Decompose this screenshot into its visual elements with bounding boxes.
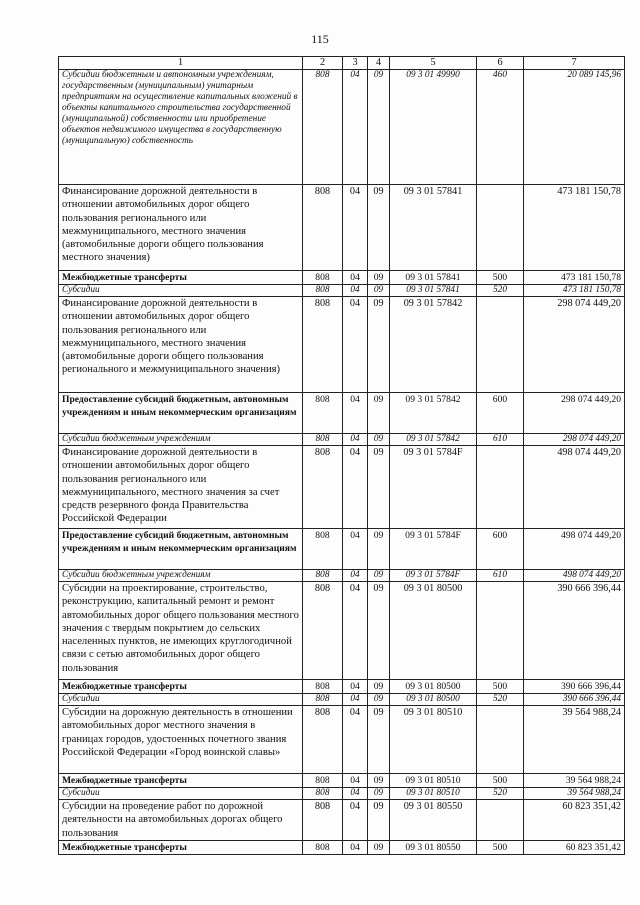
section-code-cell: 04 <box>343 393 368 434</box>
ministry-code-cell: 808 <box>303 840 343 854</box>
target-article-cell: 09 3 01 57842 <box>390 297 477 393</box>
subsection-code-cell: 09 <box>368 70 390 185</box>
subsection-code-cell: 09 <box>368 788 390 800</box>
amount-cell: 298 074 449,20 <box>524 434 625 446</box>
section-code-cell: 04 <box>343 582 368 680</box>
item-name-cell: Предоставление субсидий бюджетным, автономным учреждениям и иным некоммерческим организациям <box>59 393 303 434</box>
item-name-cell: Субсидии <box>59 788 303 800</box>
table-row <box>59 271 625 285</box>
subsection-code-cell: 09 <box>368 285 390 297</box>
ministry-code-cell: 808 <box>303 582 343 680</box>
column-header: 2 <box>303 57 343 70</box>
section-code-cell: 04 <box>343 297 368 393</box>
item-name-cell: Финансирование дорожной деятельности в отношении автомобильных дорог общего пользования регионального или межмуниципального, местного значения за счет средств резервного фонда Правительства Российской Федерации <box>59 446 303 529</box>
item-name-cell: Межбюджетные трансферты <box>59 680 303 694</box>
subsection-code-cell: 09 <box>368 393 390 434</box>
subsection-code-cell: 09 <box>368 800 390 841</box>
item-name-cell: Субсидии на дорожную деятельность в отношении автомобильных дорог местного значения в границах городов, удостоенных почетного звания Российской Федерации «Город воинской славы» <box>59 706 303 774</box>
ministry-code-cell: 808 <box>303 393 343 434</box>
table-row <box>59 800 625 841</box>
expense-type-cell: 520 <box>477 788 524 800</box>
expense-type-cell: 600 <box>477 393 524 434</box>
table-row <box>59 694 625 706</box>
subsection-code-cell: 09 <box>368 185 390 271</box>
target-article-cell: 09 3 01 49990 <box>390 70 477 185</box>
ministry-code-cell: 808 <box>303 70 343 185</box>
item-name-cell: Субсидии на проведение работ по дорожной деятельности на автомобильных дорогах общего пользования <box>59 800 303 841</box>
amount-cell: 390 666 396,44 <box>524 582 625 680</box>
column-header: 5 <box>390 57 477 70</box>
target-article-cell: 09 3 01 80510 <box>390 788 477 800</box>
amount-cell: 39 564 988,24 <box>524 706 625 774</box>
amount-cell: 39 564 988,24 <box>524 774 625 788</box>
item-name-cell: Субсидии на проектирование, строительство, реконструкцию, капитальный ремонт и ремонт автомобильных дорог общего пользования местного значения с твердым покрытием до сельских населенных пунктов, не имеющих круглогодичной связи с сетью автомобильных дорог общего пользования <box>59 582 303 680</box>
section-code-cell: 04 <box>343 70 368 185</box>
ministry-code-cell: 808 <box>303 446 343 529</box>
item-name-cell: Субсидии бюджетным учреждениям <box>59 434 303 446</box>
item-name-cell: Субсидии <box>59 694 303 706</box>
section-code-cell: 04 <box>343 434 368 446</box>
amount-cell: 498 074 449,20 <box>524 529 625 570</box>
column-header: 1 <box>59 57 303 70</box>
amount-cell: 473 181 150,78 <box>524 185 625 271</box>
expense-type-cell <box>477 185 524 271</box>
table-row <box>59 570 625 582</box>
ministry-code-cell: 808 <box>303 297 343 393</box>
amount-cell: 20 089 145,96 <box>524 70 625 185</box>
target-article-cell: 09 3 01 57842 <box>390 434 477 446</box>
budget-table <box>58 56 625 855</box>
ministry-code-cell: 808 <box>303 800 343 841</box>
subsection-code-cell: 09 <box>368 570 390 582</box>
item-name-cell: Предоставление субсидий бюджетным, автономным учреждениям и иным некоммерческим организациям <box>59 529 303 570</box>
amount-cell: 498 074 449,20 <box>524 570 625 582</box>
target-article-cell: 09 3 01 80500 <box>390 680 477 694</box>
expense-type-cell: 600 <box>477 529 524 570</box>
expense-type-cell: 610 <box>477 434 524 446</box>
subsection-code-cell: 09 <box>368 434 390 446</box>
expense-type-cell: 520 <box>477 694 524 706</box>
ministry-code-cell: 808 <box>303 788 343 800</box>
section-code-cell: 04 <box>343 774 368 788</box>
expense-type-cell <box>477 297 524 393</box>
subsection-code-cell: 09 <box>368 582 390 680</box>
target-article-cell: 09 3 01 80500 <box>390 694 477 706</box>
table-row <box>59 297 625 393</box>
amount-cell: 298 074 449,20 <box>524 297 625 393</box>
table-row <box>59 446 625 529</box>
target-article-cell: 09 3 01 5784F <box>390 529 477 570</box>
table-body <box>59 70 625 855</box>
target-article-cell: 09 3 01 80550 <box>390 800 477 841</box>
column-header: 7 <box>524 57 625 70</box>
table-row <box>59 434 625 446</box>
target-article-cell: 09 3 01 5784F <box>390 570 477 582</box>
amount-cell: 390 666 396,44 <box>524 680 625 694</box>
subsection-code-cell: 09 <box>368 271 390 285</box>
subsection-code-cell: 09 <box>368 840 390 854</box>
section-code-cell: 04 <box>343 285 368 297</box>
section-code-cell: 04 <box>343 694 368 706</box>
target-article-cell: 09 3 01 57841 <box>390 185 477 271</box>
section-code-cell: 04 <box>343 680 368 694</box>
item-name-cell: Межбюджетные трансферты <box>59 774 303 788</box>
table-row <box>59 840 625 854</box>
section-code-cell: 04 <box>343 529 368 570</box>
amount-cell: 473 181 150,78 <box>524 271 625 285</box>
target-article-cell: 09 3 01 80500 <box>390 582 477 680</box>
table-row <box>59 706 625 774</box>
amount-cell: 473 181 150,78 <box>524 285 625 297</box>
target-article-cell: 09 3 01 5784F <box>390 446 477 529</box>
expense-type-cell <box>477 800 524 841</box>
amount-cell: 298 074 449,20 <box>524 393 625 434</box>
expense-type-cell: 500 <box>477 774 524 788</box>
table-row <box>59 680 625 694</box>
ministry-code-cell: 808 <box>303 680 343 694</box>
item-name-cell: Финансирование дорожной деятельности в отношении автомобильных дорог общего пользования регионального или межмуниципального, местного значения (автомобильные дороги общего пользования местного значения) <box>59 185 303 271</box>
section-code-cell: 04 <box>343 706 368 774</box>
target-article-cell: 09 3 01 80550 <box>390 840 477 854</box>
table-row <box>59 285 625 297</box>
target-article-cell: 09 3 01 57841 <box>390 271 477 285</box>
section-code-cell: 04 <box>343 446 368 529</box>
ministry-code-cell: 808 <box>303 285 343 297</box>
subsection-code-cell: 09 <box>368 446 390 529</box>
expense-type-cell: 500 <box>477 271 524 285</box>
expense-type-cell <box>477 582 524 680</box>
subsection-code-cell: 09 <box>368 297 390 393</box>
section-code-cell: 04 <box>343 271 368 285</box>
column-header: 3 <box>343 57 368 70</box>
ministry-code-cell: 808 <box>303 774 343 788</box>
table-row <box>59 529 625 570</box>
section-code-cell: 04 <box>343 570 368 582</box>
column-header: 6 <box>477 57 524 70</box>
subsection-code-cell: 09 <box>368 529 390 570</box>
item-name-cell: Межбюджетные трансферты <box>59 271 303 285</box>
expense-type-cell <box>477 446 524 529</box>
section-code-cell: 04 <box>343 788 368 800</box>
expense-type-cell: 500 <box>477 840 524 854</box>
expense-type-cell: 520 <box>477 285 524 297</box>
target-article-cell: 09 3 01 80510 <box>390 774 477 788</box>
amount-cell: 39 564 988,24 <box>524 788 625 800</box>
amount-cell: 390 666 396,44 <box>524 694 625 706</box>
column-header: 4 <box>368 57 390 70</box>
item-name-cell: Финансирование дорожной деятельности в отношении автомобильных дорог общего пользования регионального или межмуниципального, местного значения (автомобильные дороги общего пользования регионального и межмуниципального значения) <box>59 297 303 393</box>
item-name-cell: Межбюджетные трансферты <box>59 840 303 854</box>
table-row <box>59 185 625 271</box>
expense-type-cell <box>477 706 524 774</box>
subsection-code-cell: 09 <box>368 774 390 788</box>
expense-type-cell: 500 <box>477 680 524 694</box>
table-row <box>59 582 625 680</box>
item-name-cell: Субсидии бюджетным учреждениям <box>59 570 303 582</box>
ministry-code-cell: 808 <box>303 185 343 271</box>
amount-cell: 60 823 351,42 <box>524 800 625 841</box>
expense-type-cell: 460 <box>477 70 524 185</box>
subsection-code-cell: 09 <box>368 706 390 774</box>
ministry-code-cell: 808 <box>303 434 343 446</box>
subsection-code-cell: 09 <box>368 680 390 694</box>
expense-type-cell: 610 <box>477 570 524 582</box>
amount-cell: 60 823 351,42 <box>524 840 625 854</box>
target-article-cell: 09 3 01 57841 <box>390 285 477 297</box>
table-row <box>59 788 625 800</box>
section-code-cell: 04 <box>343 840 368 854</box>
ministry-code-cell: 808 <box>303 706 343 774</box>
amount-cell: 498 074 449,20 <box>524 446 625 529</box>
target-article-cell: 09 3 01 57842 <box>390 393 477 434</box>
section-code-cell: 04 <box>343 800 368 841</box>
table-row <box>59 774 625 788</box>
section-code-cell: 04 <box>343 185 368 271</box>
page-number: 115 <box>311 32 329 46</box>
table-row <box>59 393 625 434</box>
ministry-code-cell: 808 <box>303 570 343 582</box>
header-row <box>59 57 625 70</box>
ministry-code-cell: 808 <box>303 529 343 570</box>
ministry-code-cell: 808 <box>303 694 343 706</box>
ministry-code-cell: 808 <box>303 271 343 285</box>
target-article-cell: 09 3 01 80510 <box>390 706 477 774</box>
item-name-cell: Субсидии бюджетным и автономным учреждениям, государственным (муниципальным) унитарным предприятиям на осуществление капитальных вложений в объекты капитального строительства государственной (муниципальной) собственности или приобретение объектов недвижимого имущества в государственную (муниципальную) собственность <box>59 70 303 185</box>
table-row <box>59 70 625 185</box>
subsection-code-cell: 09 <box>368 694 390 706</box>
item-name-cell: Субсидии <box>59 285 303 297</box>
